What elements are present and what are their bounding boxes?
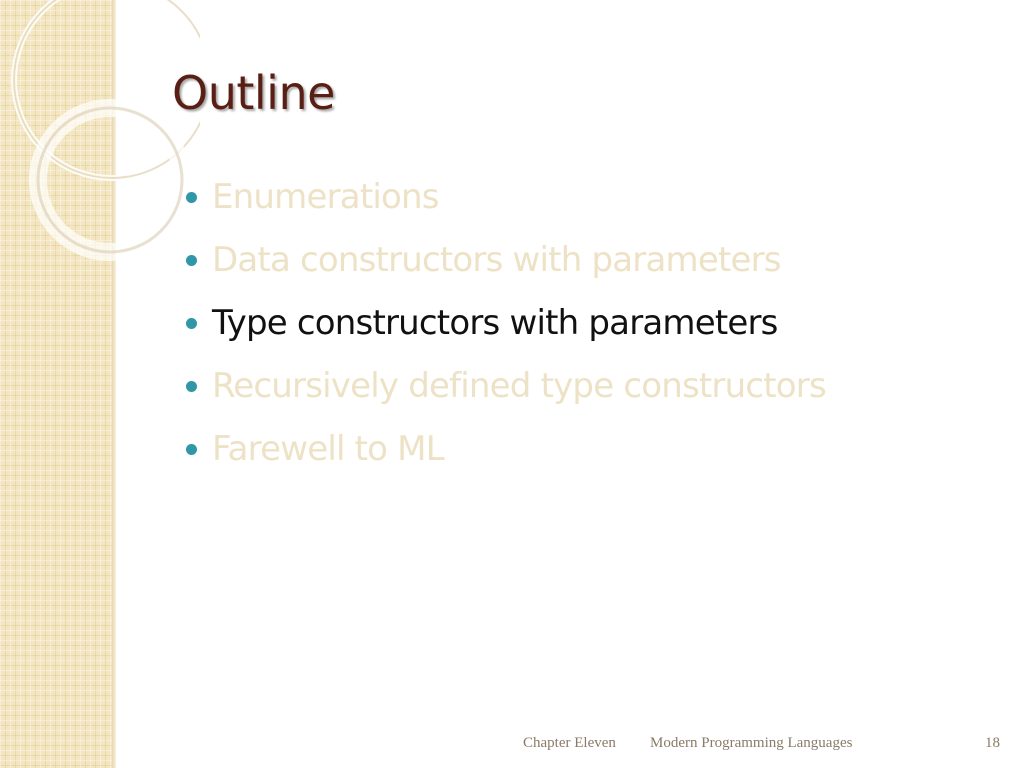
footer-course-title: Modern Programming Languages [650,735,853,751]
footer-page-number: 18 [985,735,1000,751]
bullet-item-type-constructors [184,296,826,359]
footer-chapter: Chapter Eleven [523,735,616,751]
bullet-dot-icon [186,318,197,329]
decorative-rings-graphic [0,0,200,300]
bullet-item-recursive-type-constructors [184,359,826,422]
bullet-dot-icon [186,255,197,266]
bullet-text: Data constructors with parameters [212,240,781,280]
bullet-text: Farewell to ML [212,429,444,469]
bullet-text: Enumerations [212,177,439,217]
bullet-text: Recursively defined type constructors [212,366,826,406]
bullet-dot-icon [186,192,197,203]
outline-bullet-list [184,170,826,485]
bullet-text: Type constructors with parameters [212,303,778,343]
bullet-item-enumerations [184,170,826,233]
bullet-item-data-constructors [184,233,826,296]
bullet-dot-icon [186,444,197,455]
bullet-dot-icon [186,381,197,392]
slide-title: Outline [172,66,335,120]
bullet-item-farewell [184,422,826,485]
